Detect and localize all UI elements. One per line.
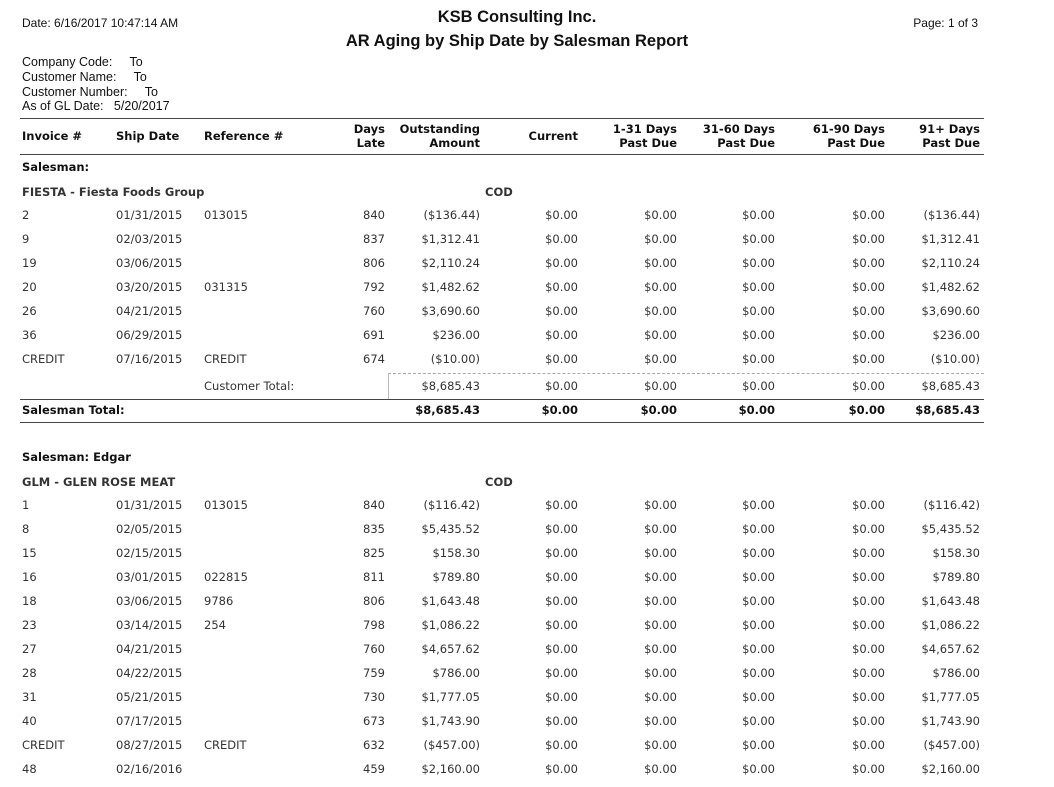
table-row: [0, 299, 1054, 323]
table-row: [0, 251, 1054, 275]
current-amount: $0.00: [545, 522, 578, 536]
invoice-number: 2: [22, 208, 30, 222]
reference-number: CREDIT: [204, 352, 247, 366]
report-date: Date: 6/16/2017 10:47:14 AM: [22, 16, 179, 30]
current-amount: $0.00: [545, 208, 578, 222]
days-late: 835: [363, 522, 385, 536]
table-row: [0, 661, 1054, 685]
days-late: 825: [363, 546, 385, 560]
days-late: 730: [363, 690, 385, 704]
past-due-1-31: $0.00: [644, 498, 677, 512]
past-due-31-60: $0.00: [742, 762, 775, 776]
current-amount: $0.00: [545, 738, 578, 752]
past-due-1-31: $0.00: [644, 642, 677, 656]
salesman-total-31-60: $0.00: [738, 403, 775, 417]
days-late: 691: [363, 328, 385, 342]
days-late: 459: [363, 762, 385, 776]
col-31-60-line1: 31-60 Days: [702, 122, 775, 136]
col-1-31-line2: Past Due: [619, 135, 677, 150]
past-due-61-90: $0.00: [852, 304, 885, 318]
col-61-90-line1: 61-90 Days: [812, 122, 885, 136]
customer-total-current: $0.00: [545, 379, 578, 393]
outstanding-amount: $4,657.62: [421, 642, 480, 656]
days-late: 840: [363, 208, 385, 222]
reference-number: 022815: [204, 570, 248, 584]
past-due-61-90: $0.00: [852, 690, 885, 704]
days-late: 674: [363, 352, 385, 366]
outstanding-amount: $2,160.00: [421, 762, 480, 776]
col-61-90-line2: Past Due: [827, 135, 885, 150]
past-due-1-31: $0.00: [644, 618, 677, 632]
outstanding-amount: $1,086.22: [421, 618, 480, 632]
days-late: 806: [363, 256, 385, 270]
salesman-total-current: $0.00: [541, 403, 578, 417]
past-due-91-plus: ($457.00): [923, 738, 980, 752]
past-due-31-60: $0.00: [742, 352, 775, 366]
past-due-91-plus: $1,777.05: [921, 690, 980, 704]
past-due-91-plus: $2,160.00: [921, 762, 980, 776]
company-name: KSB Consulting Inc.: [437, 8, 597, 26]
invoice-number: 15: [22, 546, 37, 560]
invoice-number: CREDIT: [22, 352, 65, 366]
past-due-91-plus: $1,643.48: [921, 594, 980, 608]
past-due-61-90: $0.00: [852, 208, 885, 222]
current-amount: $0.00: [545, 714, 578, 728]
customer-total-1-31: $0.00: [644, 379, 677, 393]
current-amount: $0.00: [545, 352, 578, 366]
current-amount: $0.00: [545, 570, 578, 584]
past-due-31-60: $0.00: [742, 256, 775, 270]
invoice-number: 40: [22, 714, 37, 728]
invoice-number: 20: [22, 280, 37, 294]
past-due-1-31: $0.00: [644, 714, 677, 728]
salesman-label: Salesman: Edgar: [22, 450, 131, 464]
outstanding-amount: $789.80: [432, 570, 480, 584]
terms-label: COD: [485, 475, 513, 489]
past-due-91-plus: $4,657.62: [921, 642, 980, 656]
past-due-91-plus: $158.30: [932, 546, 980, 560]
report-parameters: [22, 55, 170, 114]
days-late: 673: [363, 714, 385, 728]
past-due-61-90: $0.00: [852, 256, 885, 270]
invoice-number: 19: [22, 256, 37, 270]
past-due-91-plus: $1,743.90: [921, 714, 980, 728]
current-amount: $0.00: [545, 618, 578, 632]
table-row: [0, 203, 1054, 227]
ship-date: 03/06/2015: [116, 256, 183, 270]
past-due-31-60: $0.00: [742, 690, 775, 704]
table-row: [0, 613, 1054, 637]
past-due-1-31: $0.00: [644, 208, 677, 222]
past-due-61-90: $0.00: [852, 546, 885, 560]
past-due-61-90: $0.00: [852, 714, 885, 728]
salesman-total-row: [0, 398, 1054, 422]
ship-date: 02/15/2015: [116, 546, 183, 560]
current-amount: $0.00: [545, 642, 578, 656]
customer-total-row: [0, 374, 1054, 398]
current-amount: $0.00: [545, 280, 578, 294]
ship-date: 03/06/2015: [116, 594, 183, 608]
table-row: [0, 227, 1054, 251]
invoice-number: 8: [22, 522, 30, 536]
ship-date: 02/05/2015: [116, 522, 183, 536]
past-due-1-31: $0.00: [644, 690, 677, 704]
days-late: 792: [363, 280, 385, 294]
current-amount: $0.00: [545, 666, 578, 680]
ship-date: 03/20/2015: [116, 280, 183, 294]
current-amount: $0.00: [545, 762, 578, 776]
current-amount: $0.00: [545, 546, 578, 560]
current-amount: $0.00: [545, 498, 578, 512]
col-invoice: Invoice #: [22, 129, 83, 143]
reference-number: CREDIT: [204, 738, 247, 752]
col-61-90: [790, 123, 885, 150]
past-due-61-90: $0.00: [852, 618, 885, 632]
past-due-91-plus: $2,110.24: [921, 256, 980, 270]
past-due-1-31: $0.00: [644, 522, 677, 536]
past-due-31-60: $0.00: [742, 594, 775, 608]
invoice-number: 28: [22, 666, 37, 680]
col-current: Current: [528, 129, 578, 143]
past-due-31-60: $0.00: [742, 208, 775, 222]
header-bottom-rule: [20, 154, 984, 155]
past-due-1-31: $0.00: [644, 328, 677, 342]
past-due-1-31: $0.00: [644, 280, 677, 294]
table-row: [0, 493, 1054, 517]
ship-date: 05/21/2015: [116, 690, 183, 704]
outstanding-amount: $5,435.52: [421, 522, 480, 536]
past-due-61-90: $0.00: [852, 352, 885, 366]
past-due-61-90: $0.00: [852, 738, 885, 752]
days-late: 759: [363, 666, 385, 680]
past-due-61-90: $0.00: [852, 232, 885, 246]
past-due-31-60: $0.00: [742, 304, 775, 318]
past-due-91-plus: $789.80: [932, 570, 980, 584]
past-due-1-31: $0.00: [644, 666, 677, 680]
outstanding-amount: $236.00: [432, 328, 480, 342]
current-amount: $0.00: [545, 690, 578, 704]
past-due-1-31: $0.00: [644, 762, 677, 776]
col-days-late-line1: Days: [353, 122, 385, 136]
days-late: 806: [363, 594, 385, 608]
invoice-number: 18: [22, 594, 37, 608]
customer-total-91-plus: $8,685.43: [921, 379, 980, 393]
report-title: AR Aging by Ship Date by Salesman Report: [345, 32, 689, 50]
past-due-31-60: $0.00: [742, 232, 775, 246]
past-due-61-90: $0.00: [852, 642, 885, 656]
past-due-61-90: $0.00: [852, 594, 885, 608]
ship-date: 08/27/2015: [116, 738, 183, 752]
col-1-31: [590, 123, 677, 150]
col-outstanding: [390, 123, 480, 150]
reference-number: 254: [204, 618, 226, 632]
salesman-total-outstanding: $8,685.43: [415, 403, 480, 417]
table-row: [0, 541, 1054, 565]
reference-number: 013015: [204, 208, 248, 222]
outstanding-amount: $786.00: [432, 666, 480, 680]
outstanding-amount: $2,110.24: [421, 256, 480, 270]
past-due-61-90: $0.00: [852, 666, 885, 680]
past-due-91-plus: $1,482.62: [921, 280, 980, 294]
current-amount: $0.00: [545, 328, 578, 342]
customer-total-61-90: $0.00: [852, 379, 885, 393]
days-late: 811: [363, 570, 385, 584]
outstanding-amount: ($116.42): [423, 498, 480, 512]
ship-date: 01/31/2015: [116, 498, 183, 512]
past-due-1-31: $0.00: [644, 594, 677, 608]
table-row: [0, 685, 1054, 709]
table-row: [0, 709, 1054, 733]
past-due-1-31: $0.00: [644, 232, 677, 246]
outstanding-amount: $158.30: [432, 546, 480, 560]
param-company-code: Company Code: To: [22, 55, 143, 69]
salesman-total-61-90: $0.00: [848, 403, 885, 417]
past-due-91-plus: ($10.00): [930, 352, 980, 366]
current-amount: $0.00: [545, 256, 578, 270]
outstanding-amount: ($457.00): [423, 738, 480, 752]
col-outstanding-line1: Outstanding: [399, 122, 480, 136]
past-due-31-60: $0.00: [742, 642, 775, 656]
outstanding-amount: ($136.44): [423, 208, 480, 222]
table-row: [0, 565, 1054, 589]
invoice-number: 26: [22, 304, 37, 318]
past-due-1-31: $0.00: [644, 304, 677, 318]
past-due-91-plus: ($136.44): [923, 208, 980, 222]
current-amount: $0.00: [545, 232, 578, 246]
past-due-31-60: $0.00: [742, 714, 775, 728]
past-due-31-60: $0.00: [742, 570, 775, 584]
past-due-31-60: $0.00: [742, 546, 775, 560]
table-row: [0, 323, 1054, 347]
customer-total-31-60: $0.00: [742, 379, 775, 393]
past-due-31-60: $0.00: [742, 280, 775, 294]
salesman-label: Salesman:: [22, 160, 90, 174]
past-due-91-plus: $786.00: [932, 666, 980, 680]
ship-date: 07/16/2015: [116, 352, 183, 366]
past-due-31-60: $0.00: [742, 738, 775, 752]
salesman-total-1-31: $0.00: [640, 403, 677, 417]
past-due-91-plus: ($116.42): [923, 498, 980, 512]
past-due-91-plus: $236.00: [932, 328, 980, 342]
invoice-number: 1: [22, 498, 30, 512]
invoice-number: 9: [22, 232, 30, 246]
outstanding-amount: $1,312.41: [421, 232, 480, 246]
outstanding-amount: $3,690.60: [421, 304, 480, 318]
salesman-total-bottom-rule: [20, 422, 984, 423]
days-late: 760: [363, 304, 385, 318]
col-91-plus-line2: Past Due: [922, 135, 980, 150]
past-due-1-31: $0.00: [644, 352, 677, 366]
customer-total-label: Customer Total:: [204, 379, 295, 393]
past-due-61-90: $0.00: [852, 522, 885, 536]
col-days-late: [335, 123, 385, 150]
ship-date: 07/17/2015: [116, 714, 183, 728]
days-late: 632: [363, 738, 385, 752]
past-due-91-plus: $5,435.52: [921, 522, 980, 536]
outstanding-amount: $1,643.48: [421, 594, 480, 608]
page-number: Page: 1 of 3: [913, 16, 978, 30]
past-due-31-60: $0.00: [742, 666, 775, 680]
param-customer-name: Customer Name: To: [22, 69, 147, 84]
ship-date: 03/14/2015: [116, 618, 183, 632]
outstanding-amount: ($10.00): [430, 352, 480, 366]
ship-date: 01/31/2015: [116, 208, 183, 222]
past-due-61-90: $0.00: [852, 328, 885, 342]
past-due-61-90: $0.00: [852, 570, 885, 584]
past-due-1-31: $0.00: [644, 570, 677, 584]
col-reference: Reference #: [204, 129, 284, 143]
invoice-number: 31: [22, 690, 37, 704]
table-row: [0, 275, 1054, 299]
customer-label: FIESTA - Fiesta Foods Group: [22, 185, 205, 199]
terms-label: COD: [485, 185, 513, 199]
col-31-60: [680, 123, 775, 150]
past-due-31-60: $0.00: [742, 498, 775, 512]
outstanding-amount: $1,777.05: [421, 690, 480, 704]
ship-date: 04/21/2015: [116, 642, 183, 656]
current-amount: $0.00: [545, 594, 578, 608]
ship-date: 03/01/2015: [116, 570, 183, 584]
invoice-number: 16: [22, 570, 37, 584]
ship-date: 02/03/2015: [116, 232, 183, 246]
salesman-total-label: Salesman Total:: [22, 403, 125, 417]
header-top-rule: [20, 118, 984, 119]
col-91-plus-line1: 91+ Days: [919, 122, 980, 136]
past-due-61-90: $0.00: [852, 762, 885, 776]
invoice-number: 23: [22, 618, 37, 632]
col-outstanding-line2: Amount: [429, 135, 480, 150]
past-due-91-plus: $1,086.22: [921, 618, 980, 632]
customer-label: GLM - GLEN ROSE MEAT: [22, 475, 176, 489]
param-gl-date: As of GL Date: 5/20/2017: [22, 99, 170, 114]
col-days-late-line2: Late: [356, 135, 385, 150]
invoice-number: 48: [22, 762, 37, 776]
ship-date: 06/29/2015: [116, 328, 183, 342]
table-row: [0, 733, 1054, 757]
days-late: 760: [363, 642, 385, 656]
days-late: 840: [363, 498, 385, 512]
salesman-total-91-plus: $8,685.43: [915, 403, 980, 417]
col-ship-date: Ship Date: [116, 129, 180, 143]
table-row: [0, 637, 1054, 661]
days-late: 837: [363, 232, 385, 246]
invoice-number: CREDIT: [22, 738, 65, 752]
past-due-91-plus: $3,690.60: [921, 304, 980, 318]
table-row: [0, 517, 1054, 541]
param-customer-number: Customer Number: To: [22, 84, 158, 99]
table-row: [0, 347, 1054, 371]
days-late: 798: [363, 618, 385, 632]
past-due-31-60: $0.00: [742, 328, 775, 342]
past-due-1-31: $0.00: [644, 738, 677, 752]
past-due-61-90: $0.00: [852, 498, 885, 512]
past-due-1-31: $0.00: [644, 546, 677, 560]
outstanding-amount: $1,743.90: [421, 714, 480, 728]
col-91-plus: [890, 123, 980, 150]
ship-date: 04/22/2015: [116, 666, 183, 680]
ship-date: 04/21/2015: [116, 304, 183, 318]
past-due-1-31: $0.00: [644, 256, 677, 270]
col-31-60-line2: Past Due: [717, 135, 775, 150]
current-amount: $0.00: [545, 304, 578, 318]
ship-date: 02/16/2016: [116, 762, 183, 776]
past-due-91-plus: $1,312.41: [921, 232, 980, 246]
invoice-number: 36: [22, 328, 37, 342]
table-row: [0, 757, 1054, 781]
table-row: [0, 589, 1054, 613]
reference-number: 9786: [204, 594, 234, 608]
past-due-31-60: $0.00: [742, 522, 775, 536]
past-due-61-90: $0.00: [852, 280, 885, 294]
past-due-31-60: $0.00: [742, 618, 775, 632]
reference-number: 013015: [204, 498, 248, 512]
reference-number: 031315: [204, 280, 248, 294]
invoice-number: 27: [22, 642, 37, 656]
col-1-31-line1: 1-31 Days: [612, 122, 677, 136]
customer-total-outstanding: $8,685.43: [421, 379, 480, 393]
outstanding-amount: $1,482.62: [421, 280, 480, 294]
